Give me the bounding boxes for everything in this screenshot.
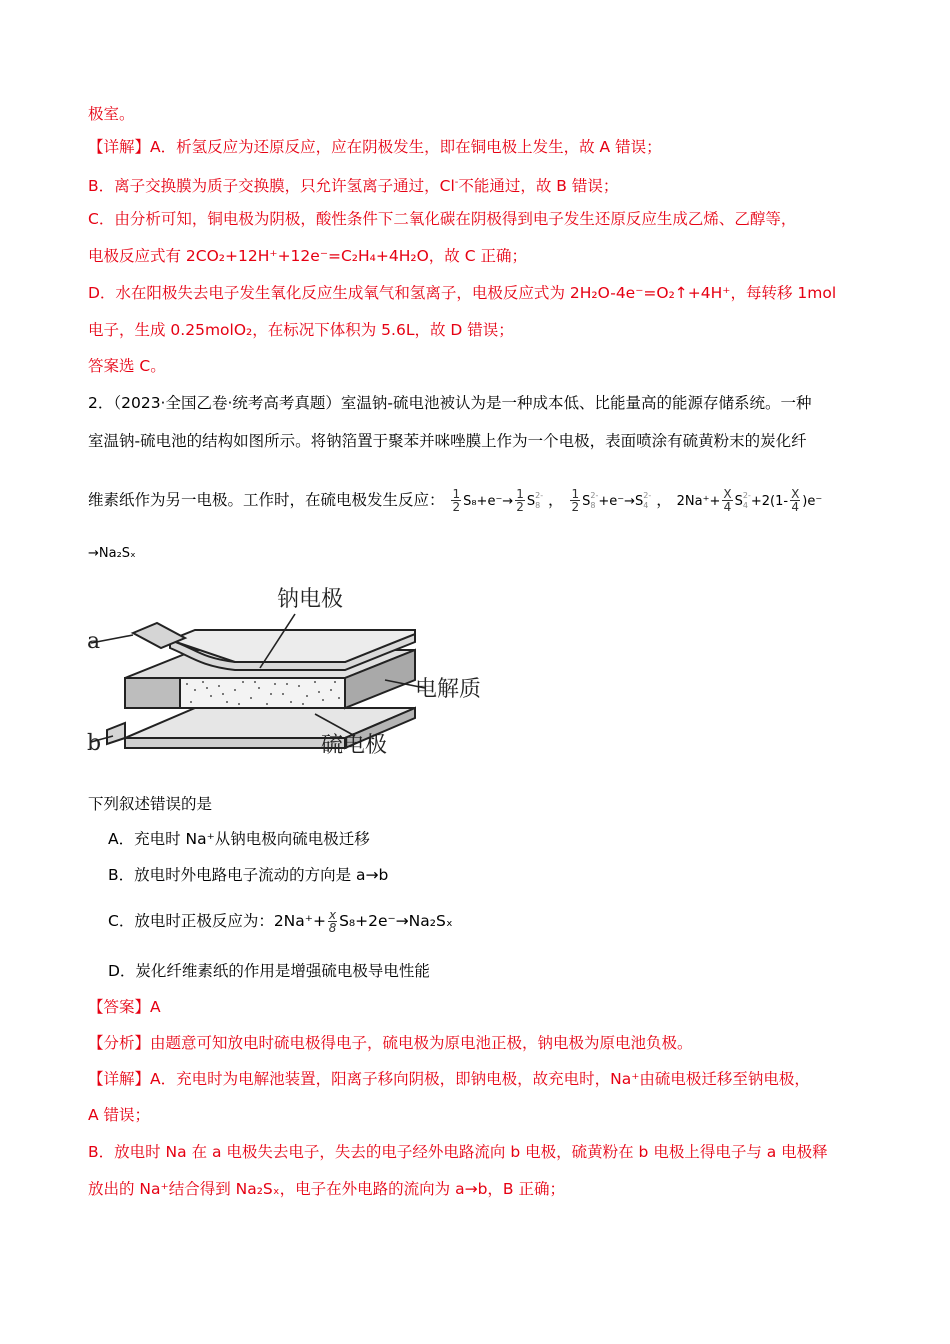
fraction: $\frac{1}{2}$ xyxy=(452,487,461,514)
text-line: 极室。 xyxy=(88,105,135,123)
battery-structure-figure xyxy=(85,578,505,778)
label-sulfur-electrode: 硫电极 xyxy=(321,733,388,758)
sulfur-electrode-front xyxy=(125,738,345,748)
detail-line: 【详解】A．充电时为电解池装置，阳离子移向阴极，即钠电极，故充电时，Na⁺由硫电极迁移至钠电极， xyxy=(88,1070,810,1088)
question-line: →Na₂Sₓ xyxy=(88,546,136,561)
detail-line: 放出的 Na⁺结合得到 Na₂Sₓ，电子在外电路的流向为 a→b，B 正确； xyxy=(88,1180,565,1198)
fraction: $\frac{1}{2}$ xyxy=(516,487,524,514)
text-line: 电子，生成 0.25molO₂，在标况下体积为 5.6L，故 D 错误； xyxy=(88,321,514,339)
text-line: D．水在阳极失去电子发生氧化反应生成氧气和氢离子，电极反应式为 2H₂O-4e⁻=O₂↑+4H⁺，每转移 1mol xyxy=(88,284,837,302)
text-line: 【详解】A．析氢反应为还原反应，应在阴极发生，即在铜电极上发生，故 A 错误； xyxy=(88,138,662,156)
fraction: $\frac{X}{4}$ xyxy=(791,487,800,514)
question-prompt: 下列叙述错误的是 xyxy=(88,795,213,813)
label-sodium-electrode: 钠电极 xyxy=(277,587,344,612)
question-line: 室温钠-硫电池的结构如图所示。将钠箔置于聚苯并咪唑膜上作为一个电极，表面喷涂有硫黄粉末的炭化纤 xyxy=(88,432,807,450)
fraction: $\frac{X}{4}$ xyxy=(723,487,732,514)
label-b: b xyxy=(87,731,102,756)
fraction: $\frac{1}{2}$ xyxy=(571,487,580,514)
lead-b xyxy=(107,723,125,744)
option-b: B．放电时外电路电子流动的方向是 a→b xyxy=(108,866,389,884)
detail-line: B．放电时 Na 在 a 电极失去电子，失去的电子经外电路流向 b 电极，硫黄粉在 b 电极上得电子与 a 电极释 xyxy=(88,1143,828,1161)
electrolyte-left-face xyxy=(125,678,180,708)
label-a: a xyxy=(87,629,101,654)
option-d: D．炭化纤维素纸的作用是增强硫电极导电性能 xyxy=(108,962,430,980)
label-electrolyte: 电解质 xyxy=(415,677,482,702)
analysis-line: 【分析】由题意可知放电时硫电极得电子，硫电极为原电池正极，钠电极为原电池负极。 xyxy=(88,1034,693,1052)
text-line: 答案选 C。 xyxy=(88,357,166,375)
option-c: C．放电时正极反应为：2Na⁺+ $\frac{x}{8}$ S₈+2e⁻→Na₂Sₓ xyxy=(108,908,453,935)
fraction: $\frac{x}{8}$ xyxy=(328,908,337,935)
text-line: 电极反应式有 2CO₂+12H⁺+12e⁻=C₂H₄+4H₂O，故 C 正确； xyxy=(88,247,527,265)
answer-line: 【答案】A xyxy=(88,998,161,1016)
text-line: B．离子交换膜为质子交换膜，只允许氢离子通过，Cl-不能通过，故 B 错误； xyxy=(88,177,619,196)
electrolyte-front xyxy=(180,678,345,708)
option-a: A．充电时 Na⁺从钠电极向硫电极迁移 xyxy=(108,830,370,848)
question-line: 2．（2023·全国乙卷·统考高考真题）室温钠-硫电池被认为是一种成本低、比能量高的能源存储系统。一种 xyxy=(88,394,812,412)
detail-line: A 错误； xyxy=(88,1106,151,1124)
text-line: C．由分析可知，铜电极为阴极，酸性条件下二氧化碳在阴极得到电子发生还原反应生成乙烯、乙醇等， xyxy=(88,210,797,228)
question-formula-line: 维素纸作为另一电极。工作时，在硫电极发生反应： $\frac{1}{2}$ S₈+e⁻→ $\frac{1}{2}$ S 2- 8 ， $\frac{1}{2}$ S 2- 8 +e⁻→S 2- 4 ， 2Na⁺+ $\frac{X}{4}$ S 2- 4 +2(1- $\frac{X}{4}$ )e⁻ xyxy=(88,487,823,514)
